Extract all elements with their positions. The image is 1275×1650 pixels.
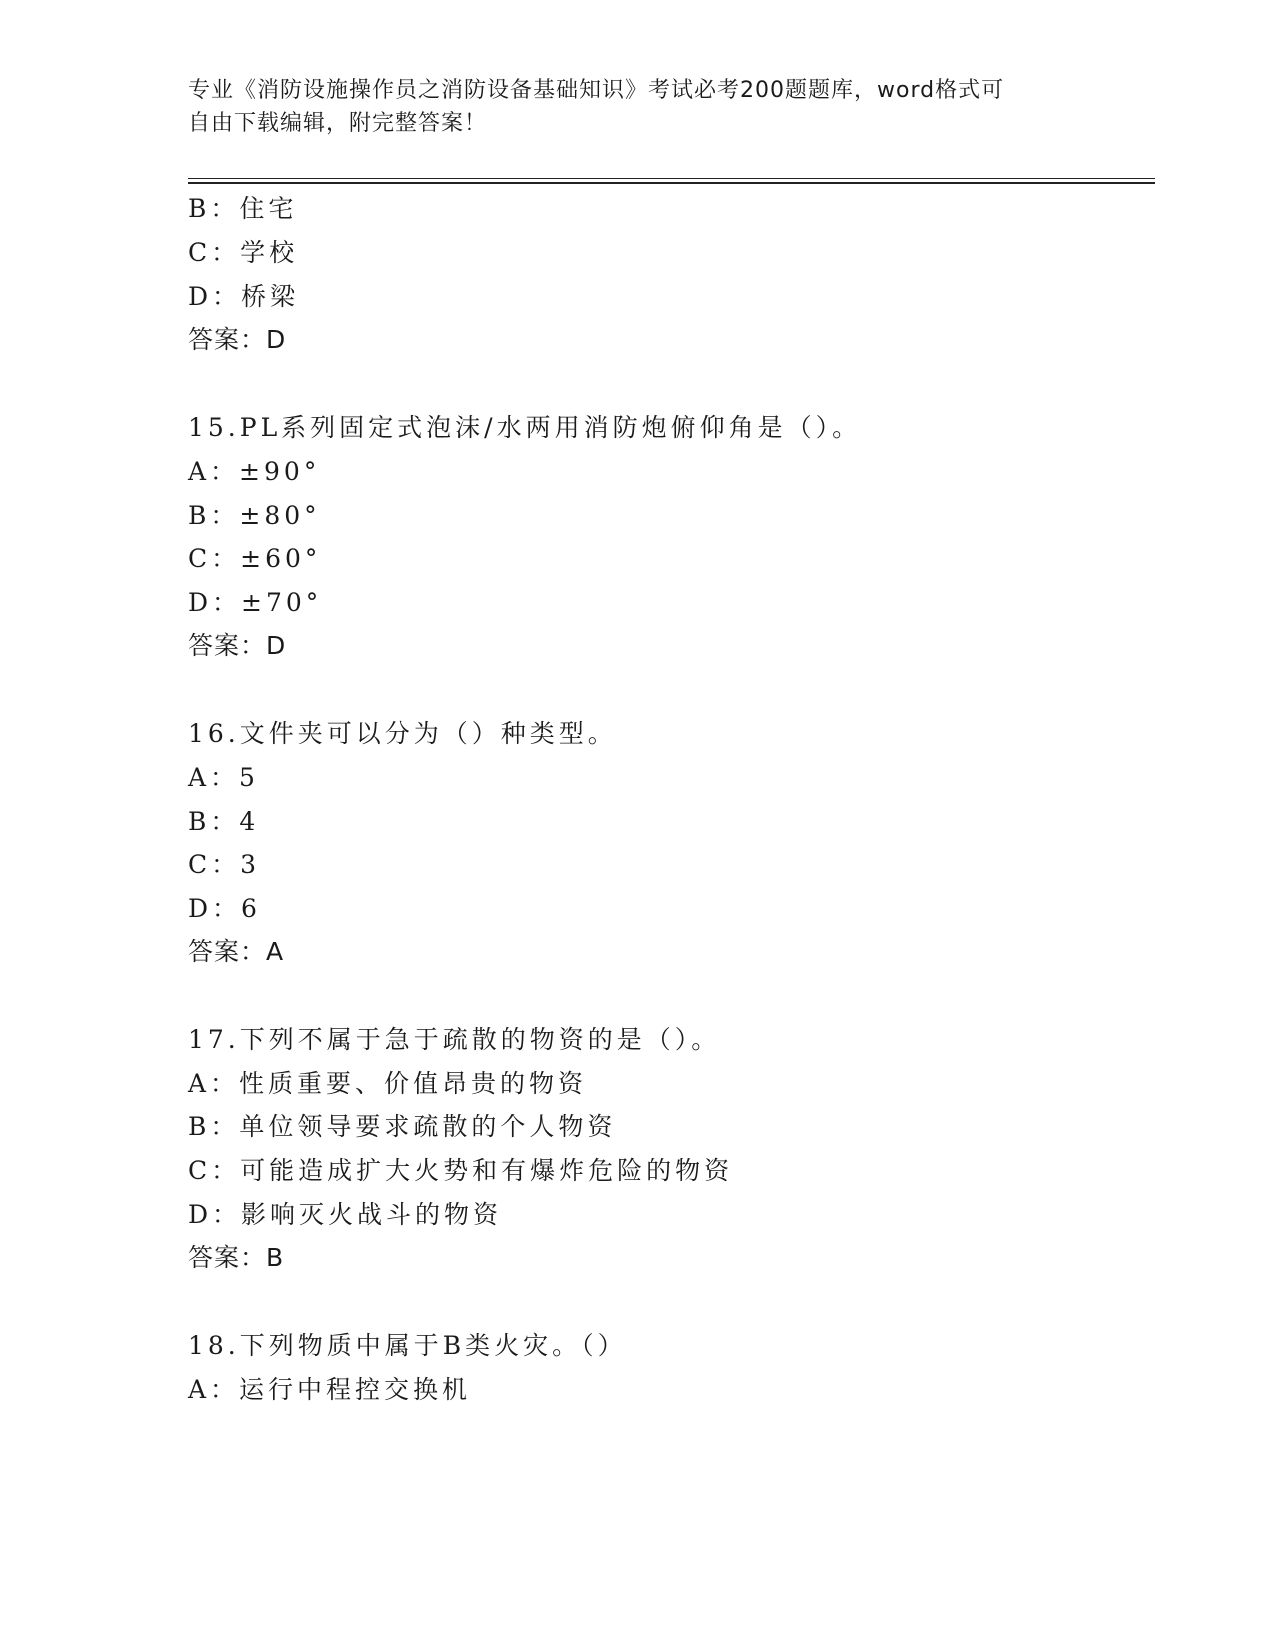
header-line-2: 自由下载编辑，附完整答案！ [188, 111, 488, 136]
q16-question: 16.文件夹可以分为（）种类型。 [188, 719, 617, 748]
q15-option-a: A：±90° [188, 457, 321, 486]
header-line-1: 专业《消防设施操作员之消防设备基础知识》考试必考200题题库，word格式可 [188, 78, 1005, 103]
q17-option-d: D：影响灭火战斗的物资 [188, 1200, 503, 1229]
q17-question: 17.下列不属于急于疏散的物资的是（）。 [188, 1025, 721, 1054]
q15-option-b: B：±80° [188, 501, 321, 530]
q14-option-c: C：学校 [188, 238, 299, 267]
q15-answer: 答案：D [188, 631, 287, 660]
header-rule-thin [188, 178, 1155, 179]
document-header [188, 74, 1088, 140]
q16-answer: 答案：A [188, 937, 285, 966]
q16-option-d: D：6 [188, 894, 261, 923]
q14-option-b: B：住宅 [188, 194, 298, 223]
header-rule-thick [188, 182, 1155, 184]
q15-option-d: D：±70° [188, 588, 323, 617]
q17-answer: 答案：B [188, 1243, 285, 1272]
q14-answer: 答案：D [188, 325, 287, 354]
q17-option-b: B：单位领导要求疏散的个人物资 [188, 1112, 617, 1141]
q16-option-a: A：5 [188, 763, 259, 792]
q16-option-b: B：4 [188, 807, 260, 836]
q16-option-c: C：3 [188, 850, 261, 879]
q17-option-c: C：可能造成扩大火势和有爆炸危险的物资 [188, 1156, 734, 1185]
q15-question: 15.PL系列固定式泡沫/水两用消防炮俯仰角是（）。 [188, 413, 862, 442]
q15-option-c: C：±60° [188, 544, 322, 573]
q17-option-a: A：性质重要、价值昂贵的物资 [188, 1069, 588, 1098]
q18-question: 18.下列物质中属于B类火灾。（） [188, 1331, 627, 1360]
q18-option-a: A：运行中程控交换机 [188, 1375, 472, 1404]
q14-option-d: D：桥梁 [188, 282, 300, 311]
